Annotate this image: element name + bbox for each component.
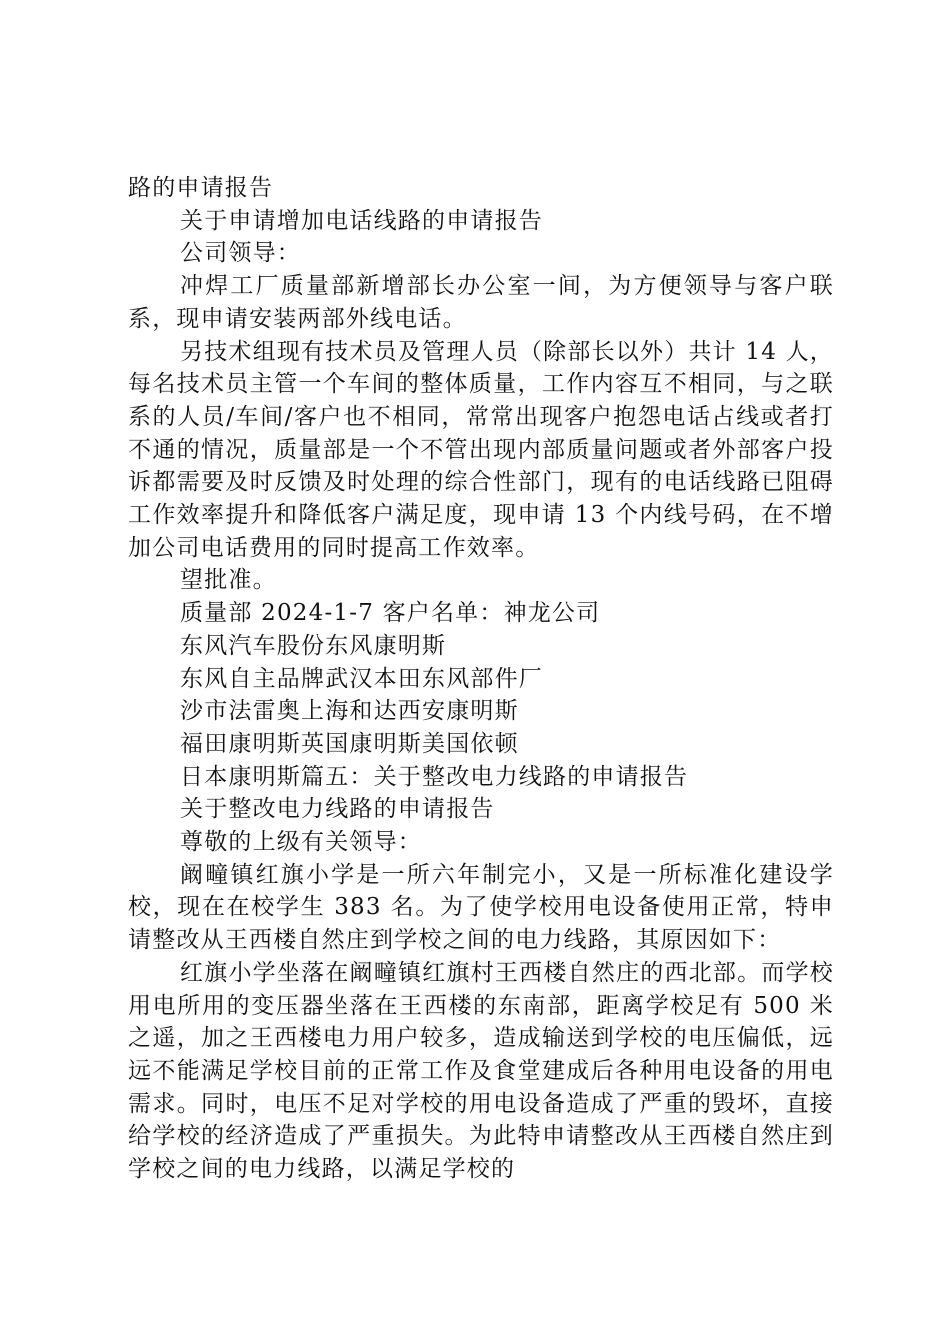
paragraph-body: 另技术组现有技术员及管理人员（除部长以外）共计 14 人，每名技术员主管一个车间的整体质量，工作内容互不相同，与之联系的人员/车间/客户也不相同，常常出现客户抱怨电话占线或者打不通的情况，质量部是一个不管出现内部质量问题或者外部客户投诉都需要及时反馈及时处理的综合性部门，现有的电话线路已阻碍工作效率提升和降低客户满足度，现申请 13 个内线号码，在不增加公司电话费用的同时提高工作效率。: [128, 338, 834, 561]
paragraph-body: 阚疃镇红旗小学是一所六年制完小，又是一所标准化建设学校，现在在校学生 383 名。为了使学校用电设备使用正常，特申请整改从王西楼自然庄到学校之间的电力线路，其原因如下：: [128, 861, 834, 954]
paragraph-customer-list: 东风汽车股份东风康明斯: [180, 632, 447, 659]
paragraph-body: 红旗小学坐落在阚疃镇红旗村王西楼自然庄的西北部。而学校用电所用的变压器坐落在王西楼的东南部，距离学校足有 500 米之遥，加之王西楼电力用户较多，造成输送到学校的电压偏低，远远不能满足学校目前的正常工作及食堂建成后各种用电设备的用电需求。同时，电压不足对学校的用电设备造成了严重的毁坏，直接给学校的经济造成了严重损失。为此特申请整改从王西楼自然庄到学校之间的电力线路，以满足学校的: [128, 959, 834, 1183]
paragraph-salutation: 公司领导：: [180, 240, 301, 267]
paragraph-report-title: 关于整改电力线路的申请报告: [180, 796, 495, 823]
paragraph-customer-list: 东风自主品牌武汉本田东风部件厂: [180, 665, 543, 692]
paragraph-closing: 望批准。: [180, 567, 277, 594]
paragraph-title-fragment: 路的申请报告: [128, 175, 274, 201]
document-body: [128, 172, 834, 1186]
paragraph-body: 冲焊工厂质量部新增部长办公室一间，为方便领导与客户联系，现申请安装两部外线电话。: [128, 273, 834, 332]
paragraph-salutation: 尊敬的上级有关领导：: [180, 829, 422, 856]
paragraph-report-title: 关于申请增加电话线路的申请报告: [180, 207, 543, 234]
paragraph-signature: 质量部 2024-1-7 客户名单：神龙公司: [180, 600, 601, 627]
paragraph-section-heading: 日本康明斯篇五：关于整改电力线路的申请报告: [180, 763, 689, 790]
paragraph-customer-list: 福田康明斯英国康明斯美国依顿: [180, 730, 519, 757]
paragraph-customer-list: 沙市法雷奥上海和达西安康明斯: [180, 698, 519, 725]
